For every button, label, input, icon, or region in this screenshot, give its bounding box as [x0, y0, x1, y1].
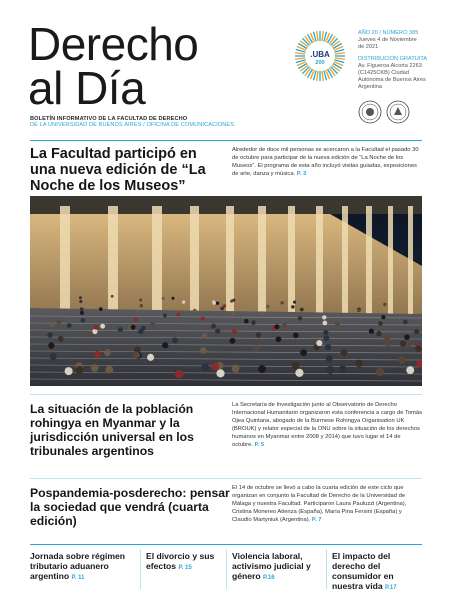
bottom-item-label: Jornada sobre régimen tributario aduanero argentino	[30, 551, 126, 581]
photo-column	[190, 206, 199, 316]
university-seal-icon	[358, 100, 382, 124]
photo-column	[288, 206, 295, 316]
photo-person	[162, 297, 165, 300]
photo-person	[99, 307, 103, 311]
photo-person	[202, 333, 208, 339]
photo-person	[300, 349, 307, 356]
photo-person	[357, 308, 361, 312]
photo-person	[163, 313, 167, 317]
photo-person	[104, 349, 111, 356]
photo-person	[323, 330, 328, 335]
photo-person	[176, 312, 180, 316]
photo-person	[200, 347, 207, 354]
lead-headline[interactable]: La Facultad participó en una nueva edición de “La Noche de los Museos”	[30, 146, 206, 194]
photo-person	[335, 322, 340, 327]
divider-bottom	[30, 544, 422, 545]
photo-person	[404, 334, 410, 340]
issue-address-line1: Av. Figueroa Alcorta 2263	[358, 63, 422, 69]
photo-person	[111, 295, 114, 298]
issue-address-line3: Autónoma de Buenos Aires	[358, 77, 426, 83]
photo-person	[293, 301, 296, 304]
photo-person	[150, 322, 155, 327]
photo-person	[94, 325, 99, 330]
photo-person	[232, 365, 240, 373]
issue-info	[358, 30, 438, 91]
bottom-item-consumidor[interactable]	[332, 551, 424, 593]
logo-ray	[322, 31, 323, 41]
photo-person	[376, 331, 381, 336]
bottom-item-tributario[interactable]	[30, 551, 134, 583]
photo-person	[162, 342, 168, 348]
photo-person	[324, 335, 330, 341]
uba-200-logo	[294, 30, 346, 82]
bottom-divider	[326, 549, 327, 589]
masthead-title-line2: al Día	[28, 62, 146, 114]
photo-column	[342, 206, 348, 316]
story3-headline[interactable]: Pospandemia-posderecho: pensar la sociedad que vendrá (cuarta edición)	[30, 486, 230, 528]
photo-person	[293, 333, 299, 339]
logo-ray	[317, 31, 318, 41]
lead-lede	[232, 146, 422, 178]
photo-person	[256, 332, 262, 338]
photo-person	[133, 352, 140, 359]
photo-person	[384, 335, 390, 341]
divider-story2	[30, 394, 422, 395]
photo-person	[369, 329, 374, 334]
photo-person	[339, 365, 347, 373]
logo-ray	[335, 58, 345, 59]
photo-person	[211, 363, 219, 371]
photo-person	[131, 325, 136, 330]
issue-number: AÑO 20 / NÚMERO 385	[358, 30, 419, 36]
photo-person	[47, 332, 53, 338]
issue-address-line2: (C1425CKB) Ciudad	[358, 70, 409, 76]
photo-person	[79, 296, 82, 299]
photo-person	[139, 299, 142, 302]
photo-column	[152, 206, 162, 316]
logo-text: .UBA	[310, 50, 330, 59]
bottom-item-label: El impacto del derecho del consumidor en nuestra vida	[332, 551, 394, 591]
issue-date-line1: Jueves 4 de Noviembre	[358, 37, 417, 43]
photo-person	[406, 366, 414, 374]
photo-person	[88, 332, 93, 337]
bottom-item-violencia[interactable]	[232, 551, 322, 583]
lead-page-ref[interactable]: P. 3	[296, 171, 307, 177]
photo-person	[400, 341, 406, 347]
photo-person	[258, 365, 266, 373]
bottom-item-ref[interactable]: P. 11	[71, 575, 85, 581]
story3-lede	[232, 484, 422, 524]
photo-person	[91, 364, 99, 372]
photo-person	[355, 360, 363, 368]
photo-person	[415, 345, 421, 351]
photo-person	[291, 305, 295, 309]
photo-column	[258, 206, 266, 316]
photo-person	[216, 369, 224, 377]
bottom-item-ref[interactable]: P.17	[385, 585, 397, 591]
photo-person	[244, 319, 249, 324]
photo-person	[105, 366, 113, 374]
photo-person	[260, 311, 264, 315]
photo-person	[193, 309, 197, 313]
photo-person	[292, 362, 300, 370]
photo-person	[326, 355, 333, 362]
photo-column	[108, 206, 118, 316]
lead-lede-text: Alrededor de doce mil personas se acercaron a la Facultad el pasado 30 de octubre para participar de la nueva edición de “La Noche de los Museos”. El programa de esta año incluyó visitas guiadas, exposiciones de arte, danza y música.	[232, 147, 419, 177]
masthead-subtitle-office: DE LA UNIVERSIDAD DE BUENOS AIRES / OFICINA DE COMUNICACIONES	[30, 122, 235, 128]
photo-person	[376, 368, 384, 376]
bottom-divider	[226, 549, 227, 589]
photo-person	[231, 312, 235, 316]
divider-top	[30, 140, 422, 141]
photo-person	[140, 304, 143, 307]
faculty-seal-icon	[386, 100, 410, 124]
photo-person	[216, 302, 219, 305]
photo-column	[408, 206, 413, 316]
photo-person	[211, 324, 216, 329]
photo-person	[326, 366, 334, 374]
photo-person	[58, 336, 64, 342]
photo-person	[212, 300, 215, 303]
bottom-item-label: Violencia laboral, activismo judicial y género	[232, 551, 311, 581]
story2-lede-text: La Secretaría de Investigación junto al Observatorio de Derecho Internacional Humanitario organizaron esta conferencia a cargo de Tomás Ojea Quintana, abogado de la Burmese Rohingya Organisation UK (BROUK) y relator especial de la ONU sobre la situación de los derechos humanos en Myanmar entre 2008 y 2014) que tuvo lugar el 14 de octubre.	[232, 402, 423, 448]
divider-story3	[30, 478, 422, 479]
photo-person	[172, 297, 175, 300]
bottom-item-divorcio[interactable]	[146, 551, 226, 573]
photo-column	[316, 206, 323, 316]
photo-person	[141, 326, 146, 331]
issue-date-line2: de 2021	[358, 44, 379, 50]
logo-ray	[295, 53, 305, 54]
photo-person	[57, 320, 62, 325]
photo-person	[385, 341, 391, 347]
masthead-title	[28, 18, 199, 114]
photo-person	[276, 336, 282, 342]
photo-person	[253, 345, 259, 351]
photo-column	[60, 206, 70, 316]
photo-person	[322, 315, 326, 319]
photo-column	[388, 206, 393, 316]
photo-person	[325, 344, 331, 350]
photo-person	[323, 321, 328, 326]
logo-ray	[335, 53, 345, 54]
photo-person	[81, 318, 86, 323]
photo-person	[229, 338, 235, 344]
photo-person	[300, 308, 304, 312]
bottom-item-ref[interactable]: P. 15	[178, 565, 192, 571]
photo-person	[232, 328, 237, 333]
photo-person	[266, 305, 270, 309]
story2-headline[interactable]: La situación de la población rohingya en Myanmar y la jurisdicción universal en los tribunales argentinos	[30, 402, 194, 458]
photo-person	[48, 342, 54, 348]
photo-person	[381, 315, 385, 319]
photo-person	[79, 300, 82, 303]
photo-person	[282, 323, 287, 328]
photo-person	[175, 370, 183, 378]
story2-lede	[232, 401, 422, 449]
photo-person	[80, 311, 84, 315]
photo-person	[251, 320, 256, 325]
story3-lede-text: El 14 de octubre se llevó a cabo la cuarta edición de este ciclo que organizan en conjunto la Facultad de Derecho de la Universidad de Málaga y nuestra Facultad. Participaron Laura Pauluzzi (Argentina), Cristina Monereo Atienza (España), María Pina Fersini (España) y Claudio Martyniuk (Argentina).	[232, 485, 407, 523]
photo-person	[403, 320, 408, 325]
photo-person	[316, 340, 322, 346]
photo-person	[50, 353, 57, 360]
story3-page-ref[interactable]: P. 7	[311, 517, 322, 523]
masthead-subtitle: BOLETÍN INFORMATIVO DE LA FACULTAD DE DERECHO	[30, 116, 188, 122]
issue-address-line4: Argentina	[358, 84, 382, 90]
photo-person	[100, 324, 105, 329]
masthead-title-line1: Derecho	[28, 18, 199, 70]
photo-person	[275, 324, 280, 329]
bottom-item-ref[interactable]: P.16	[263, 575, 275, 581]
bottom-divider	[140, 549, 141, 589]
photo-person	[133, 317, 137, 321]
photo-person	[65, 367, 73, 375]
photo-person	[76, 366, 84, 374]
photo-person	[378, 321, 383, 326]
logo-ray	[317, 71, 318, 81]
photo-column	[366, 206, 372, 316]
photo-person	[414, 329, 419, 334]
photo-person	[147, 354, 154, 361]
photo-person	[220, 307, 224, 311]
photo-person	[341, 349, 348, 356]
photo-person	[298, 316, 302, 320]
photo-person	[118, 327, 123, 332]
photo-person	[280, 301, 283, 304]
logo-number: 200	[315, 60, 325, 66]
photo-person	[182, 301, 185, 304]
photo-person	[94, 351, 101, 358]
photo-person	[383, 303, 386, 306]
photo-person	[201, 317, 205, 321]
photo-person	[201, 364, 209, 372]
photo-person	[172, 338, 178, 344]
logo-ray	[295, 58, 305, 59]
photo-person	[215, 329, 220, 334]
bottom-item-label: El divorcio y sus efectos	[146, 551, 215, 571]
museum-night-photo	[30, 196, 422, 386]
photo-person	[80, 307, 84, 311]
story2-page-ref[interactable]: P. 5	[254, 442, 265, 448]
photo-person	[230, 300, 233, 303]
photo-person	[295, 369, 303, 377]
logo-ray	[322, 71, 323, 81]
issue-distribution: DISTRIBUCIÓN GRATUITA	[358, 56, 428, 62]
photo-person	[67, 323, 72, 328]
photo-person	[50, 322, 55, 327]
photo-person	[398, 357, 405, 364]
